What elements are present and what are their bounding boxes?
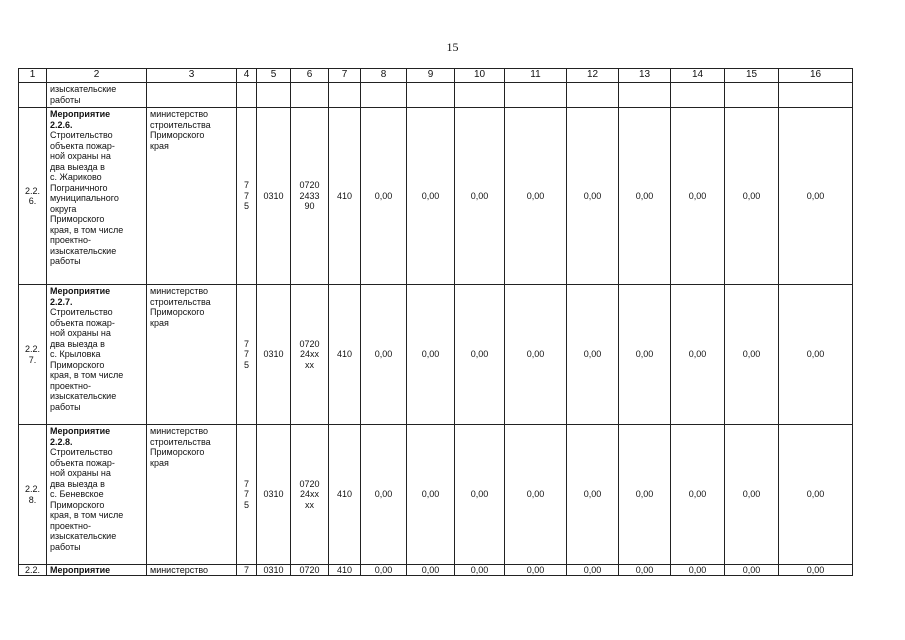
value-cell: 0,00 <box>619 285 671 425</box>
budget-table <box>18 68 853 576</box>
value-cell: 0,00 <box>361 425 407 565</box>
value-cell: 0,00 <box>407 285 455 425</box>
measure-cell <box>47 285 147 425</box>
row-number: 2.2. 7. <box>19 285 47 425</box>
value-cell: 0,00 <box>779 285 853 425</box>
value-cell: 0,00 <box>725 565 779 576</box>
cell-empty <box>779 83 853 108</box>
vr-code: 410 <box>329 108 361 285</box>
value-cell: 0,00 <box>567 285 619 425</box>
value-cell: 0,00 <box>619 565 671 576</box>
value-cell: 0,00 <box>505 565 567 576</box>
executor-cell <box>147 285 237 425</box>
vr-code: 410 <box>329 425 361 565</box>
column-header: 10 <box>455 69 505 83</box>
executor-cell <box>147 108 237 285</box>
measure-description: Строительство объекта пожар- ной охраны на два выезда в с. Крыловка Приморского края, в том числе проектно- изыскательские работы <box>50 307 124 412</box>
table-row <box>19 108 853 285</box>
value-cell: 0,00 <box>779 565 853 576</box>
column-header: 6 <box>291 69 329 83</box>
value-cell: 0,00 <box>505 285 567 425</box>
vr-code: 410 <box>329 285 361 425</box>
continuation-text <box>47 83 147 108</box>
cell-empty <box>147 83 237 108</box>
csr-code: 0720 24хх хх <box>291 425 329 565</box>
value-cell: 0,00 <box>455 108 505 285</box>
column-header: 2 <box>47 69 147 83</box>
row-number: 2.2. 6. <box>19 108 47 285</box>
value-cell: 0,00 <box>407 108 455 285</box>
measure-title: Мероприятие <box>50 565 111 575</box>
cell-empty <box>291 83 329 108</box>
cell-empty <box>257 83 291 108</box>
value-cell: 0,00 <box>455 425 505 565</box>
table-row <box>19 565 853 576</box>
cell-empty <box>329 83 361 108</box>
column-header: 3 <box>147 69 237 83</box>
rzpr-code: 0310 <box>257 285 291 425</box>
cell-empty <box>505 83 567 108</box>
executor-text: министерство строительства Приморского края <box>150 109 211 151</box>
executor-cell <box>147 425 237 565</box>
column-header: 15 <box>725 69 779 83</box>
grbs-code: 7 <box>237 565 257 576</box>
cell-empty <box>19 83 47 108</box>
cell-empty <box>407 83 455 108</box>
rzpr-code: 0310 <box>257 425 291 565</box>
column-header: 13 <box>619 69 671 83</box>
cell-empty <box>361 83 407 108</box>
cell-empty <box>619 83 671 108</box>
executor-text: министерство строительства Приморского края <box>150 426 211 468</box>
column-header: 5 <box>257 69 291 83</box>
column-header: 11 <box>505 69 567 83</box>
cell-empty <box>567 83 619 108</box>
rzpr-code: 0310 <box>257 565 291 576</box>
row-number: 2.2. <box>19 565 47 576</box>
grbs-code: 7 7 5 <box>237 108 257 285</box>
executor-text: министерство строительства Приморского края <box>150 286 211 328</box>
column-header: 8 <box>361 69 407 83</box>
value-cell: 0,00 <box>407 565 455 576</box>
value-cell: 0,00 <box>725 425 779 565</box>
grbs-code: 7 7 5 <box>237 285 257 425</box>
executor-text: министерство <box>147 565 237 576</box>
csr-code: 0720 24хх хх <box>291 285 329 425</box>
value-cell: 0,00 <box>505 425 567 565</box>
page-number: 15 <box>446 40 459 54</box>
measure-description: Строительство объекта пожар- ной охраны на два выезда в с. Беневское Приморского края, в том числе проектно- изыскательские работы <box>50 447 124 552</box>
column-header: 1 <box>19 69 47 83</box>
cell-empty <box>455 83 505 108</box>
value-cell: 0,00 <box>505 108 567 285</box>
table-row <box>19 285 853 425</box>
value-cell: 0,00 <box>671 425 725 565</box>
value-cell: 0,00 <box>619 108 671 285</box>
header-row <box>19 69 853 83</box>
table-row-continuation <box>19 83 853 108</box>
grbs-code: 7 7 5 <box>237 425 257 565</box>
value-cell: 0,00 <box>567 425 619 565</box>
column-header: 12 <box>567 69 619 83</box>
value-cell: 0,00 <box>671 285 725 425</box>
vr-code: 410 <box>329 565 361 576</box>
value-cell: 0,00 <box>779 425 853 565</box>
measure-cell <box>47 565 147 576</box>
value-cell: 0,00 <box>671 565 725 576</box>
column-header: 4 <box>237 69 257 83</box>
cell-empty <box>725 83 779 108</box>
cell-empty <box>671 83 725 108</box>
cell-empty <box>237 83 257 108</box>
value-cell: 0,00 <box>455 285 505 425</box>
column-header: 14 <box>671 69 725 83</box>
value-cell: 0,00 <box>455 565 505 576</box>
column-header: 9 <box>407 69 455 83</box>
value-cell: 0,00 <box>671 108 725 285</box>
rzpr-code: 0310 <box>257 108 291 285</box>
row-number: 2.2. 8. <box>19 425 47 565</box>
csr-code: 0720 2433 90 <box>291 108 329 285</box>
measure-cell <box>47 425 147 565</box>
value-cell: 0,00 <box>779 108 853 285</box>
value-cell: 0,00 <box>361 285 407 425</box>
measure-title: Мероприятие 2.2.6. <box>50 109 111 130</box>
column-header: 7 <box>329 69 361 83</box>
measure-title: Мероприятие 2.2.8. <box>50 426 111 447</box>
value-cell: 0,00 <box>725 108 779 285</box>
value-cell: 0,00 <box>567 565 619 576</box>
measure-title: Мероприятие 2.2.7. <box>50 286 111 307</box>
continuation-label: изыскательские работы <box>50 84 117 105</box>
value-cell: 0,00 <box>567 108 619 285</box>
value-cell: 0,00 <box>619 425 671 565</box>
measure-cell <box>47 108 147 285</box>
table-row <box>19 425 853 565</box>
value-cell: 0,00 <box>407 425 455 565</box>
value-cell: 0,00 <box>361 565 407 576</box>
column-header: 16 <box>779 69 853 83</box>
value-cell: 0,00 <box>361 108 407 285</box>
value-cell: 0,00 <box>725 285 779 425</box>
measure-description: Строительство объекта пожар- ной охраны на два выезда в с. Жариково Пограничного муниципального округа Приморского края, в том числе проектно- изыскательские работы <box>50 130 124 266</box>
csr-code: 0720 <box>291 565 329 576</box>
